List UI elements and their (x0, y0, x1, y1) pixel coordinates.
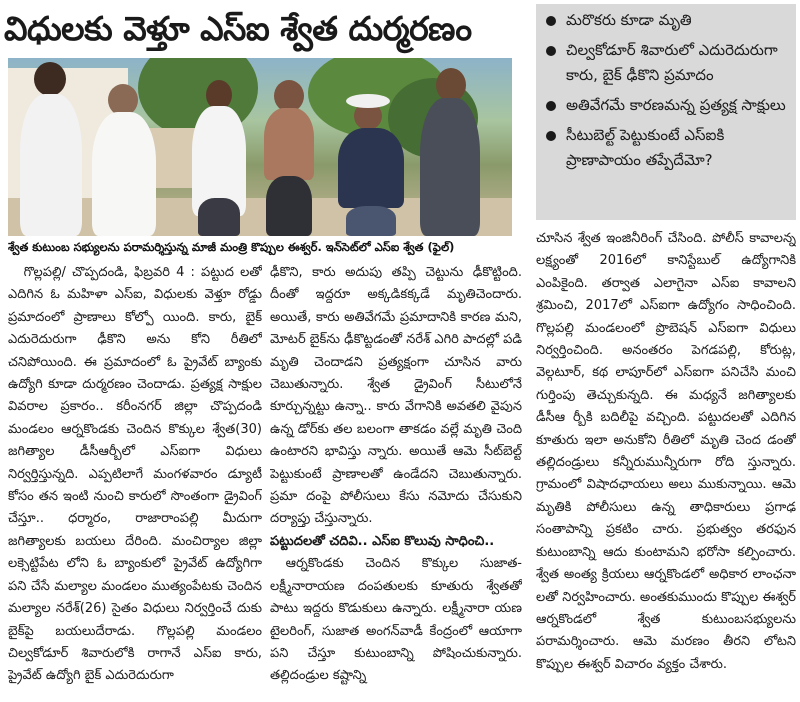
article-paragraph: చూసిన శ్వేత ఇంజినీరింగ్ చేసింది. పోలీస్ కావాలన్న లక్ష్యంతో 2016లో కానిస్టేబుల్ ఉద్యోగానికి ఎంపికైంది. తర్వాత ఎలాగైనా ఎస్ఐ కావాలని శ్రమించి, 2017లో ఎస్ఐగా ఉద్యోగం సాధించింది. గొల్లపల్లి మండలంలో ప్రొబెషన్ ఎస్ఐగా విధులు నిర్వర్తించింది. అనంతరం పెగడపల్లి, కోరుట్ల, వెల్గటూర్, కథ లాపూర్‌లో ఎస్ఐగా పనిచేసి మంచి గుర్తింపు తెచ్చుకున్నది. ఈ మధ్యనే జగిత్యాలకు డీసీఆ ర్బీకి బదిలీపై వచ్చింది. పట్టుదలతో ఎదిగిన కూతురు ఇలా అనుకోని రీతిలో మృతి చెంద డంతో తల్లిదండ్రులు కన్నీరుమున్నీరుగా రోది స్తున్నారు. గ్రామంలో విషాదఛాయలు అలు ముకున్నాయి. ఆమె మృతికి పోలీసులు ఉన్న తాధికారులు ప్రగాఢ సంతాపాన్ని ప్రకటిం చారు. ప్రభుత్వం తరఫున కుటుంబాన్ని ఆదు కుంటామని భరోసా కల్పించారు. శ్వేత అంత్య క్రియలు ఆర్నకొండలో అధికార లాంఛనా లతో నిర్వహించారు. అంతకుముందు కొప్పుల ఈశ్వర్ ఆర్నకొండలో శ్వేత కుటుంబసభ్యులను పరామర్శించారు. ఆమె మరణం తీరని లోటని కొప్పుల ఈశ్వర్ విచారం వ్యక్తం చేశారు. (536, 231, 796, 672)
headline: విధులకు వెళ్తూ ఎస్ఐ శ్వేత దుర్మరణం (4, 9, 472, 48)
bullet-icon (546, 131, 556, 141)
highlight-item: అతివేగమే కారణమన్న ప్రత్యక్ష సాక్షులు (542, 93, 788, 118)
bullet-icon (546, 101, 556, 111)
article-subheading: పట్టుదలతో చదివి.. ఎస్ఐ కొలువు సాధించి.. (270, 533, 495, 549)
highlight-item: సీటుబెల్ట్ పెట్టుకుంటే ఎస్ఐకి ప్రాణాపాయం తప్పేదేమో? (542, 123, 788, 173)
news-photo (8, 58, 512, 236)
article-paragraph: ఆర్నకొండకు చెందిన కొక్కుల సుజాత-లక్ష్మీనారాయణ దంపతులకు కూతురు శ్వేతతో పాటు ఇద్దరు కొడుకులు ఉన్నారు. లక్ష్మీనారా యణ టైలరింగ్, సుజాత అంగన్‌వాడీ కేంద్రంలో ఆయాగా పని చేస్తూ కుటుంబాన్ని పోషించుకున్నారు. తల్లిదండ్రుల కష్టాన్ని (270, 556, 522, 684)
article-column-2 (270, 262, 522, 698)
bullet-icon (546, 16, 556, 26)
highlight-item: మరొకరు కూడా మృతి (542, 8, 788, 33)
article-column-1 (8, 262, 262, 698)
article-column-3 (536, 228, 796, 698)
highlight-item: చిల్వకోడూర్ శివారులో ఎదురెదురుగా కారు, బైక్ ఢీకొని ప్రమాదం (542, 38, 788, 88)
bullet-icon (546, 46, 556, 56)
photo-caption: శ్వేత కుటుంబ సభ్యులను పరామర్శిస్తున్న మాజీ మంత్రి కొప్పుల ఈశ్వర్. ఇన్‌సెట్‌లో ఎస్ఐ శ్వేత (ఫైల్) (8, 240, 455, 254)
article-paragraph: ఢీకొని, కారు అదుపు తప్పి చెట్టును ఢీకొట్టింది. దీంతో ఇద్దరూ అక్కడికక్కడే మృతిచెందారు. అయితే, కారు అతివేగమే ప్రమాదానికి కారణ మని, మోటర్ బైక్‌ను ఢీకొట్టడంతో నరేశ్ ఎగిరి పాదల్లో పడి మృతి చెందాడని ప్రత్యక్షంగా చూసిన వారు చెబుతున్నారు. శ్వేత డ్రైవింగ్ సీటులోనే కూర్చున్నట్టు ఉన్నా.. కారు వేగానికి అవతలి వైపున ఉన్న డోర్‌కు తల బలంగా తాకడం వల్లే మృతి చెంది ఉంటారని భావిస్తు న్నారు. అయితే ఆమె సీట్‌బెల్ట్ పెట్టుకుంటే ప్రాణాలతో ఉండేదని చెబుతున్నారు. ప్రమా దంపై పోలీసులు కేసు నమోదు చేసుకుని దర్యాప్తు చేస్తున్నారు. (270, 265, 522, 527)
highlights-box (536, 4, 796, 220)
article-paragraph: గొల్లపల్లి/ చొప్పదండి, ఫిబ్రవరి 4 : పట్టుద లతో ఎదిగిన ఓ మహిళా ఎస్ఐ, విధులకు వెళ్తూ రోడ్డు ప్రమాదంలో ప్రాణాలు కోల్పో యింది. కారు, బైక్ ఎదురెదురుగా ఢీకొని అను కోని రీతిలో చనిపోయింది. ఈ ప్రమాదంలో ఓ ప్రైవేట్ బ్యాంకు ఉద్యోగి కూడా దుర్మరణం చెందాడు. ప్రత్యక్ష సాక్షుల వివరాల ప్రకారం.. కరీంనగర్ జిల్లా చొప్పదండి మండలం ఆర్నకొండకు చెందిన కొక్కుల శ్వేత(30) జగిత్యాల డీసీఆర్బీలో ఎస్ఐగా విధులు నిర్వర్తిస్తున్నది. ఎప్పటిలాగే మంగళవారం డ్యూటీ కోసం తన ఇంటి నుంచి కారులో సొంతంగా డ్రైవింగ్ చేస్తూ.. ధర్మారం, రాజారాంపల్లి మీదుగా జగిత్యాలకు బయలు దేరింది. మంచిర్యాల జిల్లా లక్సెట్టిపేట లోని ఓ బ్యాంకులో ప్రైవేట్ ఉద్యోగిగా పని చేసే మల్యాల మండలం ముత్యంపేటకు చెందిన మల్యాల నరేశ్(26) సైతం విధులు నిర్వర్తించే దుకు బైక్‌పై బయలుదేరాడు. గొల్లపల్లి మండలం చిల్వకోడూర్ శివారులోకి రాగానే ఎస్ఐ కారు, ప్రైవేట్ ఉద్యోగి బైక్ ఎదురెదురుగా (8, 265, 262, 684)
